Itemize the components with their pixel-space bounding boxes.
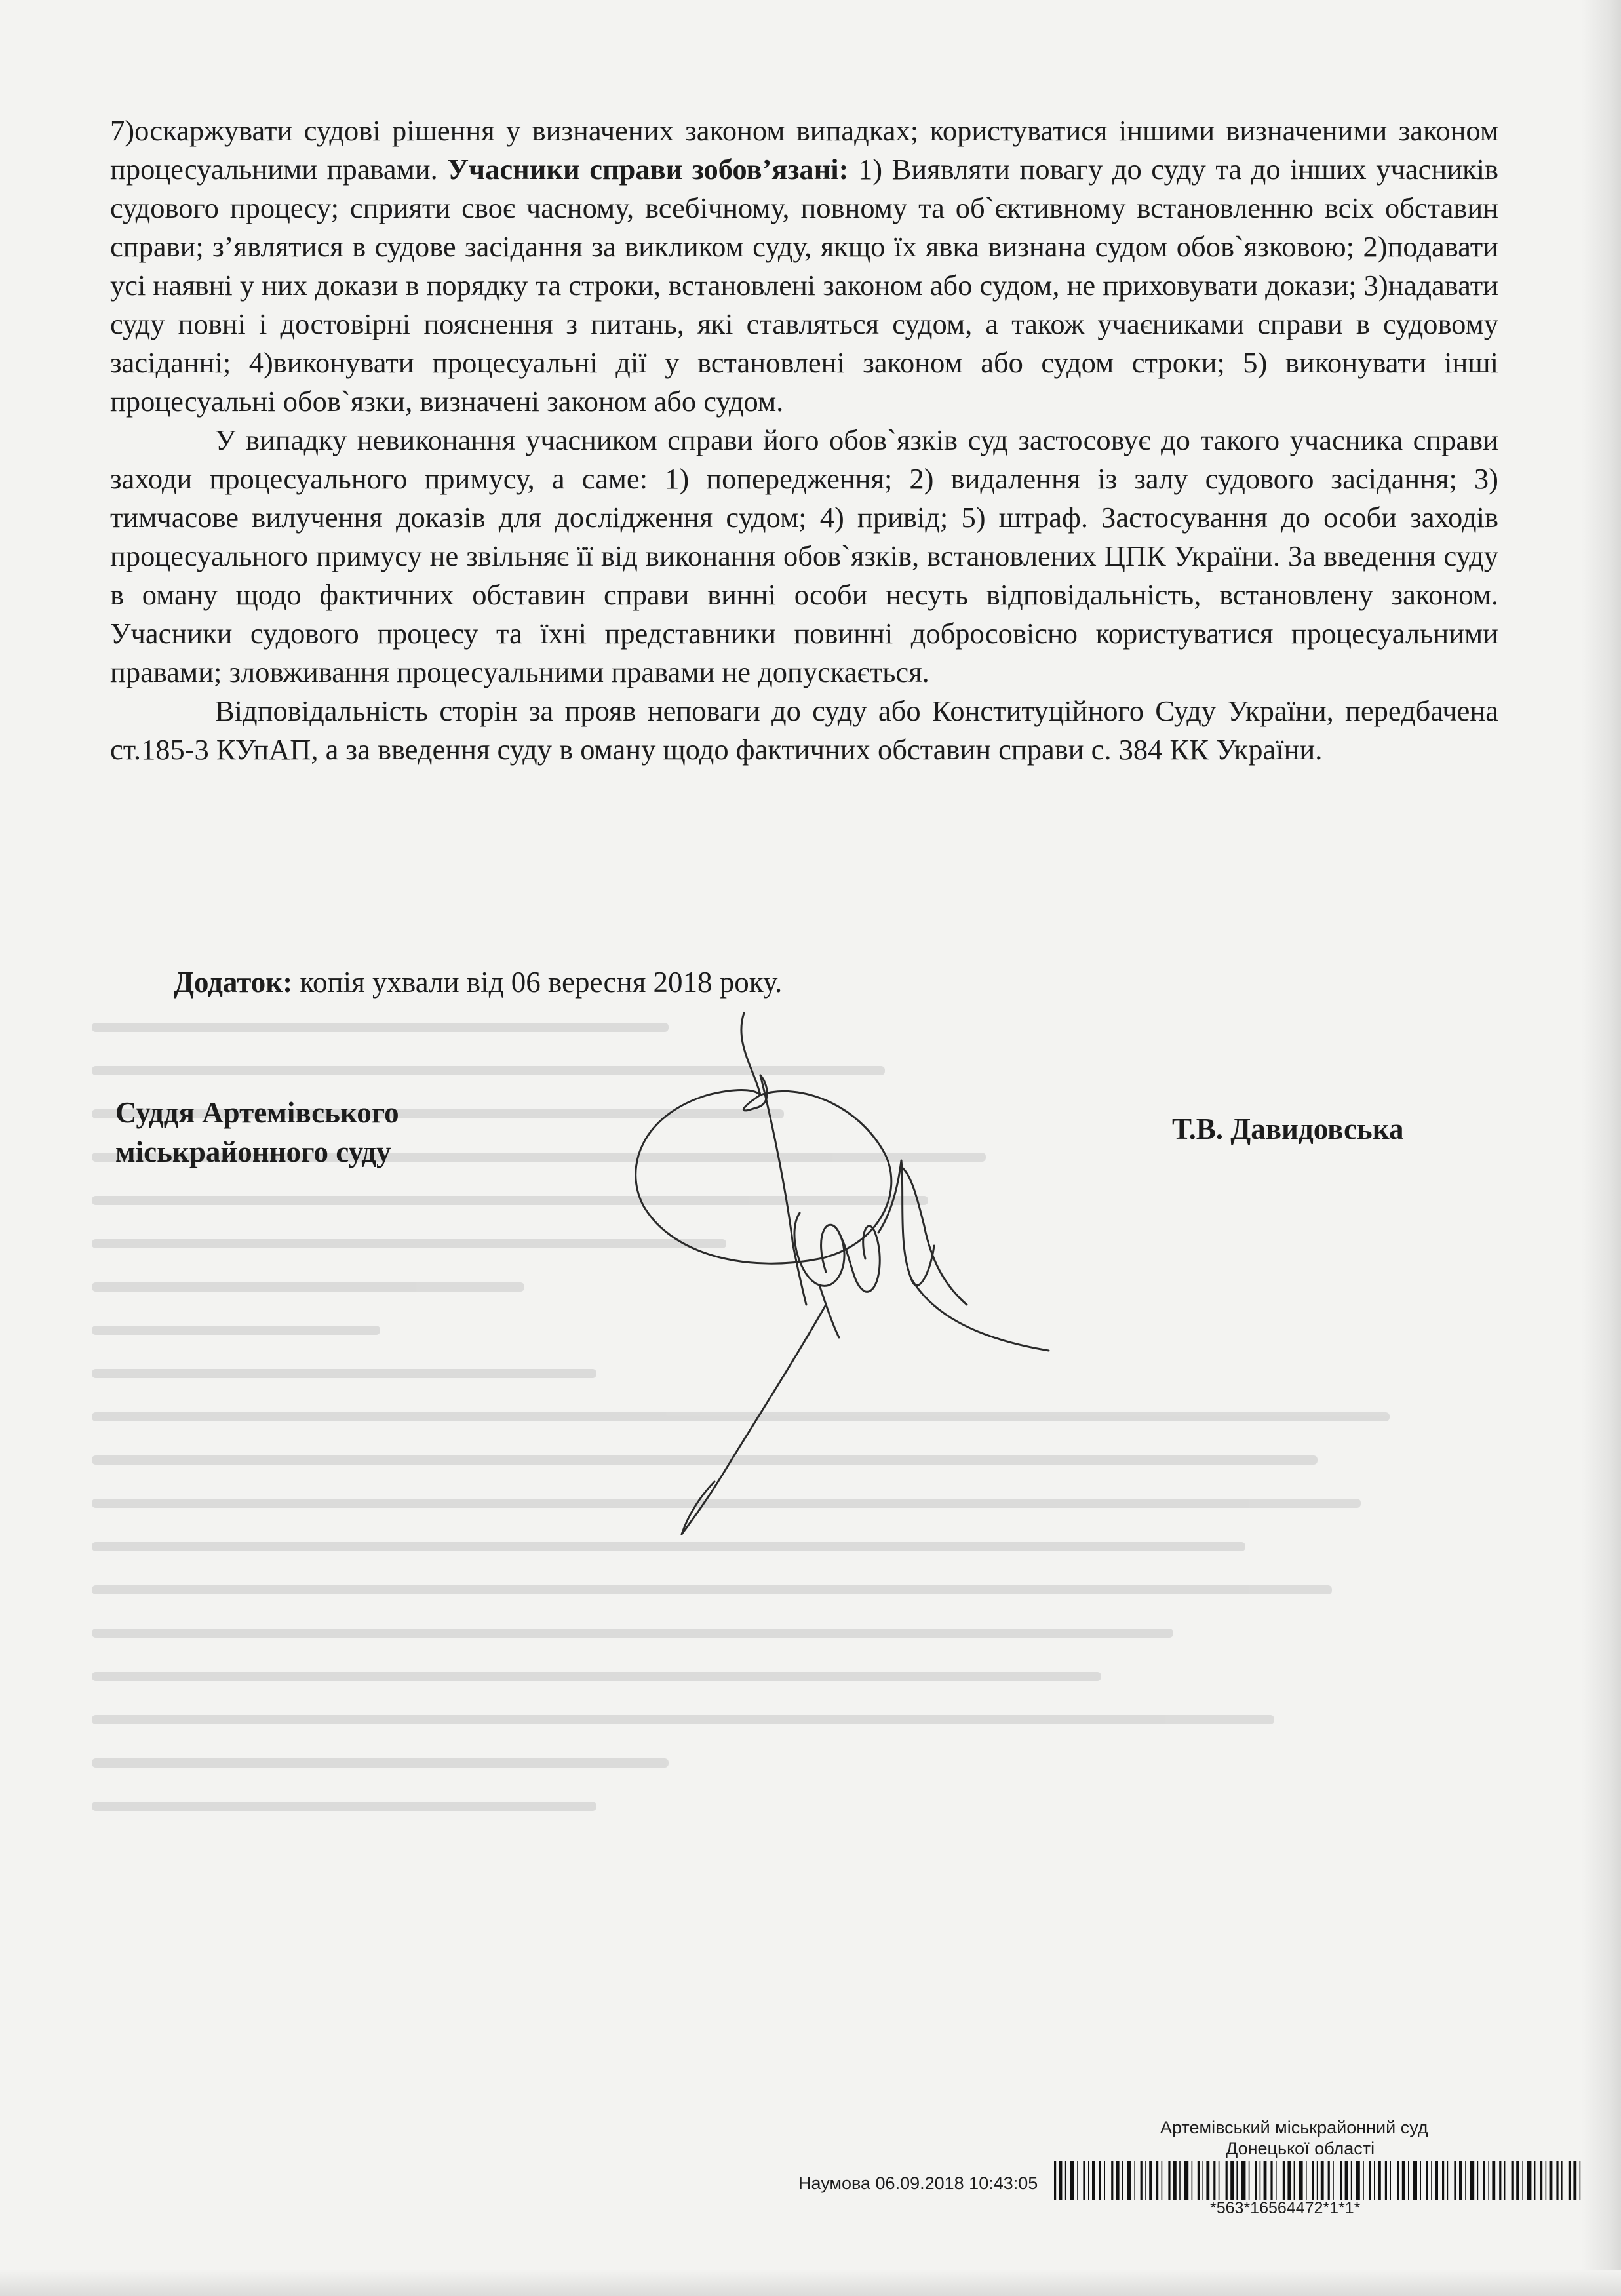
barcode-bar [1179, 2161, 1181, 2200]
barcode-bar [1345, 2161, 1348, 2200]
barcode-bar [1431, 2161, 1432, 2200]
barcode-bar [1088, 2161, 1089, 2200]
barcode-bar [1397, 2161, 1399, 2200]
barcode-bar [1156, 2161, 1158, 2200]
barcode [1054, 2161, 1621, 2200]
barcode-number: *563*16564472*1*1* [1210, 2199, 1361, 2217]
barcode-bar [1408, 2161, 1409, 2200]
judge-title [115, 1093, 399, 1172]
barcode-bar [1104, 2161, 1105, 2200]
barcode-bar [1470, 2161, 1474, 2200]
barcode-bar [1477, 2161, 1479, 2200]
barcode-bar [1442, 2161, 1444, 2200]
barcode-bar [1459, 2161, 1462, 2200]
barcode-bar [1454, 2161, 1456, 2200]
barcode-bar [1127, 2161, 1131, 2200]
addendum-text: копія ухвали від 06 вересня 2018 року. [292, 966, 783, 999]
barcode-bar [1145, 2161, 1146, 2200]
barcode-bar [1312, 2161, 1314, 2200]
barcode-bar [1287, 2161, 1291, 2200]
barcode-bar [1149, 2161, 1152, 2200]
barcode-bar [1092, 2161, 1095, 2200]
barcode-bar [1162, 2161, 1163, 2200]
handwritten-signature [603, 997, 1075, 1560]
barcode-bar [1534, 2161, 1536, 2200]
barcode-bar [1294, 2161, 1295, 2200]
barcode-bar [1573, 2161, 1576, 2200]
obligations-text: 1) Виявляти повагу до суду та до інших учасників судового процесу; сприяти своє часному, всебічному, повному та об`єктивному встановленню всіх обставин справи; з’являтися в судове засідання за викликом суду, якщо їх явка визнана судом обов`язковою; 2)подавати усі наявні у них докази в порядку та строки, встановлені законом або судом, не приховувати докази; 3)надавати суду повні і достовірні пояснення з питань, які ставляться судом, а також учаєниками справи в судовому засіданні; 4)виконувати процесуальні дії у встановлені законом або судом строки; 5) виконувати інші процесуальні обов`язки, визначені законом або судом. [110, 153, 1499, 418]
barcode-bar [1328, 2161, 1330, 2200]
registration-stamp: Наумова 06.09.2018 10:43:05 [798, 2173, 1038, 2193]
barcode-bar [1492, 2161, 1495, 2200]
barcode-bar [1099, 2161, 1101, 2200]
barcode-bar [1374, 2161, 1375, 2200]
barcode-bar [1317, 2161, 1318, 2200]
judge-title-line2: міськрайонного суду [115, 1136, 391, 1168]
barcode-bar [1488, 2161, 1489, 2200]
barcode-bar [1402, 2161, 1405, 2200]
barcode-bar [1173, 2161, 1177, 2200]
barcode-bar [1378, 2161, 1381, 2200]
barcode-bar [1111, 2161, 1113, 2200]
barcode-bar [1054, 2161, 1056, 2200]
barcode-bar [1527, 2161, 1531, 2200]
barcode-bar [1420, 2161, 1421, 2200]
barcode-bar [1340, 2161, 1342, 2200]
registration-footer [793, 2118, 1553, 2217]
barcode-bar [1522, 2161, 1523, 2200]
court-name: Артемівський міськрайонний суд [1160, 2118, 1428, 2137]
barcode-bar [1206, 2161, 1209, 2200]
barcode-bar [1556, 2161, 1558, 2200]
rights-text: 7)оскаржувати судові рішення у визначених законом випадках; користуватися іншими визначеними законом процесуальними правами. [110, 114, 1498, 186]
addendum-line [174, 962, 782, 1002]
obligations-heading: Учасники справи зобов’язані: [447, 153, 849, 186]
barcode-bar [1070, 2161, 1074, 2200]
paragraph-liability: Відповідальність сторін за прояв неповаги до суду або Конституційного Суду України, передбачена ст.185-3 КУпАП, а за введення суду в оману щодо фактичних обставин справи с. 384 КК України. [110, 694, 1498, 766]
barcode-bar [1236, 2161, 1238, 2200]
barcode-bar [1550, 2161, 1553, 2200]
barcode-bar [1385, 2161, 1387, 2200]
judge-title-line1: Суддя Артемівського [115, 1096, 399, 1129]
barcode-bar [1168, 2161, 1170, 2200]
addendum-label: Додаток: [174, 966, 293, 999]
barcode-bar [1369, 2161, 1371, 2200]
barcode-bar [1546, 2161, 1547, 2200]
barcode-bar [1184, 2161, 1188, 2200]
barcode-bar [1363, 2161, 1364, 2200]
barcode-bar [1483, 2161, 1485, 2200]
barcode-bar [1219, 2161, 1220, 2200]
barcode-bar [1540, 2161, 1542, 2200]
barcode-bar [1351, 2161, 1352, 2200]
barcode-bar [1255, 2161, 1257, 2200]
barcode-bar [1270, 2161, 1272, 2200]
barcode-bar [1202, 2161, 1203, 2200]
barcode-bar [1059, 2161, 1063, 2200]
barcode-bar [1192, 2161, 1193, 2200]
barcode-bar [1299, 2161, 1302, 2200]
barcode-bar [1333, 2161, 1334, 2200]
barcode-bar [1226, 2161, 1228, 2200]
barcode-bar [1249, 2161, 1250, 2200]
barcode-bar [1230, 2161, 1234, 2200]
barcode-bar [1435, 2161, 1438, 2200]
barcode-bar [1065, 2161, 1066, 2200]
barcode-bar [1447, 2161, 1449, 2200]
barcode-bar [1283, 2161, 1285, 2200]
barcode-bar [1141, 2161, 1143, 2200]
barcode-bar [1276, 2161, 1277, 2200]
page-edge-right [1582, 0, 1621, 2296]
barcode-bar [1122, 2161, 1123, 2200]
barcode-bar [1116, 2161, 1120, 2200]
barcode-bar [1465, 2161, 1466, 2200]
document-body [110, 111, 1498, 769]
barcode-bar [1306, 2161, 1307, 2200]
barcode-bar [1356, 2161, 1359, 2200]
barcode-bar [1083, 2161, 1085, 2200]
judge-name: Т.В. Давидовська [1172, 1113, 1404, 1145]
paragraph-coercion: У випадку невиконання учасником справи його обов`язків суд застосовує до такого учасника справи заходи процесуального примусу, а саме: 1) попередження; 2) видалення із залу судового засідання; 3) тимчасове вилучення доказів для дослідження судом; 4) привід; 5) штраф. Застосування до особи заходів процесуального примусу не звільняє її від виконання обов`язків, встановлених ЦПК України. За введення суду в оману щодо фактичних обставин справи винні особи несуть відповідальність, встановлену законом. Учасники судового процесу та їхні представники повинні добросовісно користуватися процесуальними правами; зловживання процесуальними правами не допускається. [110, 424, 1498, 688]
barcode-bar [1426, 2161, 1428, 2200]
barcode-bar [1077, 2161, 1078, 2200]
barcode-bar [1516, 2161, 1519, 2200]
barcode-bar [1561, 2161, 1563, 2200]
barcode-bar [1134, 2161, 1135, 2200]
barcode-bar [1512, 2161, 1514, 2200]
barcode-bar [1413, 2161, 1417, 2200]
court-region: Донецької області [1226, 2139, 1375, 2158]
barcode-bar [1390, 2161, 1391, 2200]
barcode-bar [1198, 2161, 1200, 2200]
page-edge-bottom [0, 2270, 1621, 2296]
barcode-bar [1499, 2161, 1501, 2200]
barcode-bar [1569, 2161, 1571, 2200]
barcode-bar [1321, 2161, 1324, 2200]
paragraph-obligations [110, 111, 1498, 421]
barcode-bar [1260, 2161, 1261, 2200]
barcode-bar [1241, 2161, 1245, 2200]
barcode-bar [1580, 2161, 1581, 2200]
barcode-bar [1213, 2161, 1215, 2200]
barcode-bar [1504, 2161, 1506, 2200]
barcode-bar [1264, 2161, 1267, 2200]
